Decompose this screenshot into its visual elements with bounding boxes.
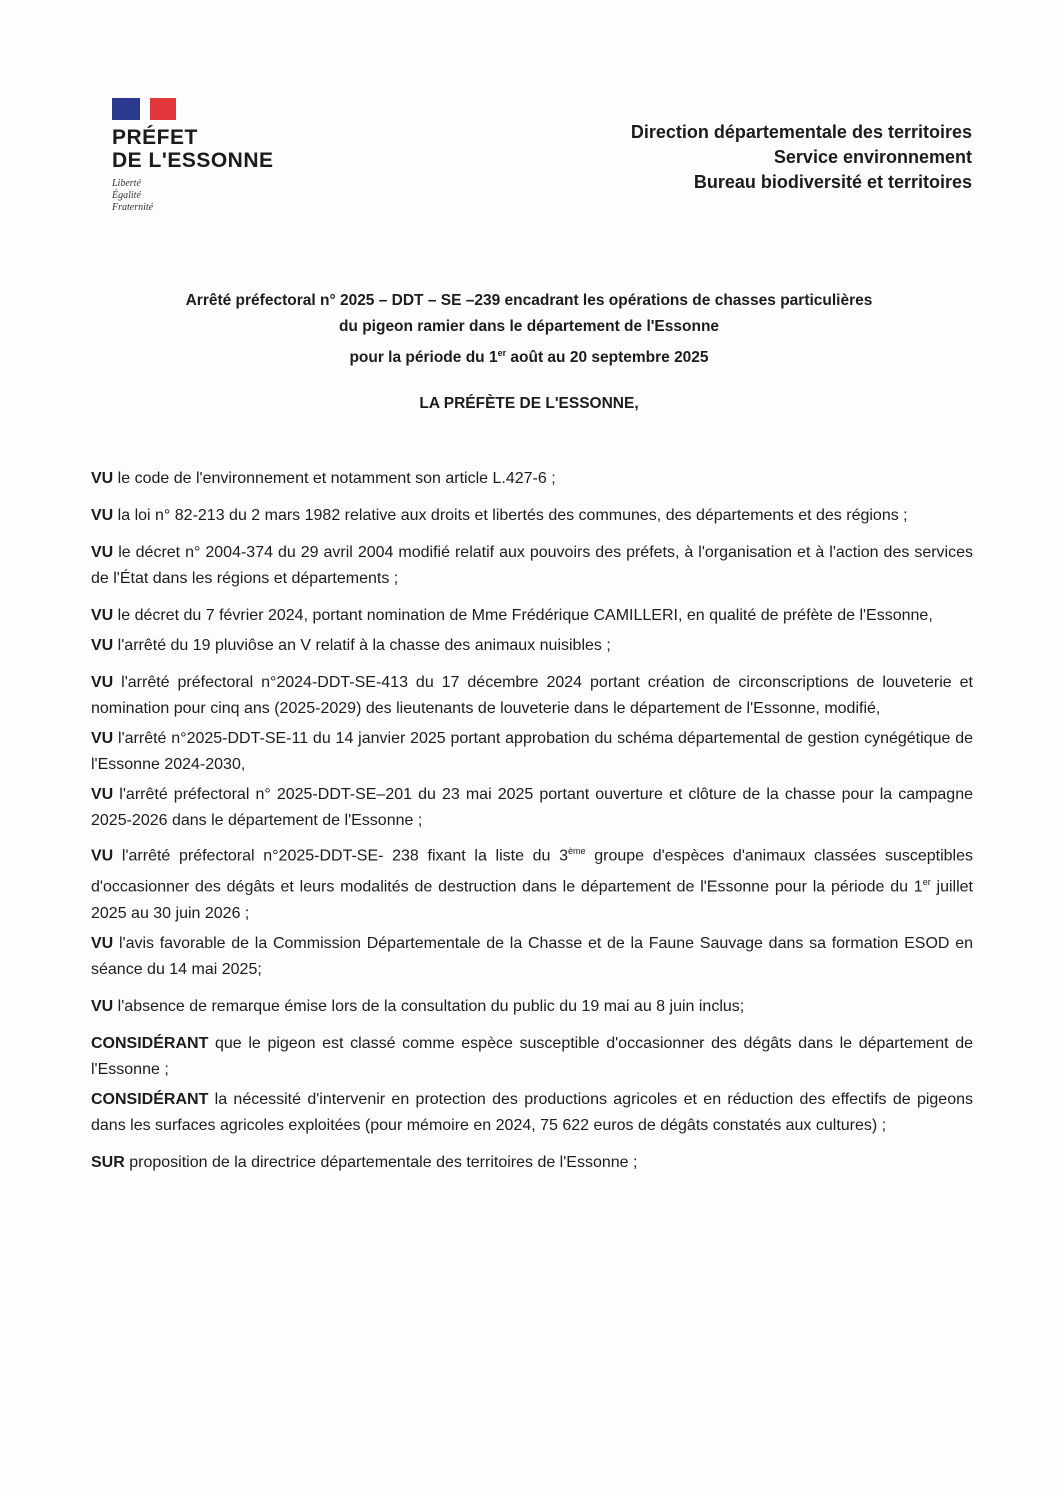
recital-paragraph: VU l'arrêté préfectoral n° 2025-DDT-SE–201 du 23 mai 2025 portant ouverture et clôture de la chasse pour la campagne 2025-2026 dans le département de l'Essonne ;: [91, 786, 973, 829]
logo-line-2: DE L'ESSONNE: [112, 149, 274, 172]
motto-fraternite: Fraternité: [112, 202, 154, 213]
marianne-flag-icon: [112, 98, 176, 120]
recital-paragraph: VU l'avis favorable de la Commission Départementale de la Chasse et de la Faune Sauvage dans sa formation ESOD en séance du 14 mai 2025;: [91, 934, 973, 978]
title-line-1: Arrêté préfectoral n° 2025 – DDT – SE –239 encadrant les opérations de chasses particulières: [185, 292, 873, 309]
recital-paragraph: VU la loi n° 82-213 du 2 mars 1982 relative aux droits et libertés des communes, des départements et des régions ;: [91, 507, 908, 524]
recitals: [91, 466, 973, 1187]
recital-paragraph: VU le code de l'environnement et notamment son article L.427-6 ;: [91, 470, 556, 487]
decree-title: [90, 288, 968, 371]
recital-paragraph: VU le décret n° 2004-374 du 29 avril 2004 modifié relatif aux pouvoirs des préfets, à l'organisation et à l'action des services de l'État dans les régions et départements ;: [91, 544, 973, 587]
logo-line-1: PRÉFET: [112, 126, 198, 149]
recital-paragraph: VU le décret du 7 février 2024, portant nomination de Mme Frédérique CAMILLERI, en qualité de préfète de l'Essonne,: [91, 607, 933, 624]
recital-paragraph: VU l'arrêté préfectoral n°2025-DDT-SE- 238 fixant la liste du 3ème groupe d'espèces d'animaux classées susceptibles d'occasionner des dégâts et leurs modalités de destruction dans le département de l'Essonne pour la période du 1er juillet 2025 au 30 juin 2026 ;: [91, 846, 973, 922]
logo-motto: [112, 178, 292, 214]
recital-paragraph: VU l'absence de remarque émise lors de la consultation du public du 19 mai au 8 juin inclus;: [91, 997, 745, 1015]
recital-paragraph: VU l'arrêté du 19 pluviôse an V relatif à la chasse des animaux nuisibles ;: [91, 637, 611, 654]
motto-egalite: Égalité: [112, 190, 141, 201]
motto-liberte: Liberté: [112, 178, 141, 189]
considerant-paragraph: CONSIDÉRANT la nécessité d'intervenir en protection des productions agricoles et en réduction des effectifs de pigeons dans les surfaces agricoles exploitées (pour mémoire en 2024, 75 622 euros de dégâts constatés aux cultures) ;: [91, 1090, 973, 1134]
title-line-3: pour la période du 1er août au 20 septembre 2025: [349, 348, 709, 367]
considerant-paragraph: CONSIDÉRANT que le pigeon est classé comme espèce susceptible d'occasionner des dégâts dans le département de l'Essonne ;: [91, 1034, 973, 1078]
proposal-paragraph: SUR proposition de la directrice départementale des territoires de l'Essonne ;: [91, 1153, 638, 1171]
authority-heading: LA PRÉFÈTE DE L'ESSONNE,: [419, 395, 639, 412]
header-line-3: Bureau biodiversité et territoires: [693, 172, 972, 192]
prefecture-logo: [112, 98, 292, 214]
header-line-2: Service environnement: [773, 147, 972, 167]
recital-paragraph: VU l'arrêté n°2025-DDT-SE-11 du 14 janvier 2025 portant approbation du schéma départemental de gestion cynégétique de l'Essonne 2024-2030,: [91, 730, 973, 773]
recital-paragraph: VU l'arrêté préfectoral n°2024-DDT-SE-413 du 17 décembre 2024 portant création de circonscriptions de louveterie et nomination pour cinq ans (2025-2029) des lieutenants de louveterie dans le département de l'Essonne, modifié,: [91, 674, 973, 717]
title-line-2: du pigeon ramier dans le département de l'Essonne: [338, 318, 720, 335]
issuing-service-header: [631, 120, 972, 195]
header-line-1: Direction départementale des territoires: [630, 122, 972, 142]
